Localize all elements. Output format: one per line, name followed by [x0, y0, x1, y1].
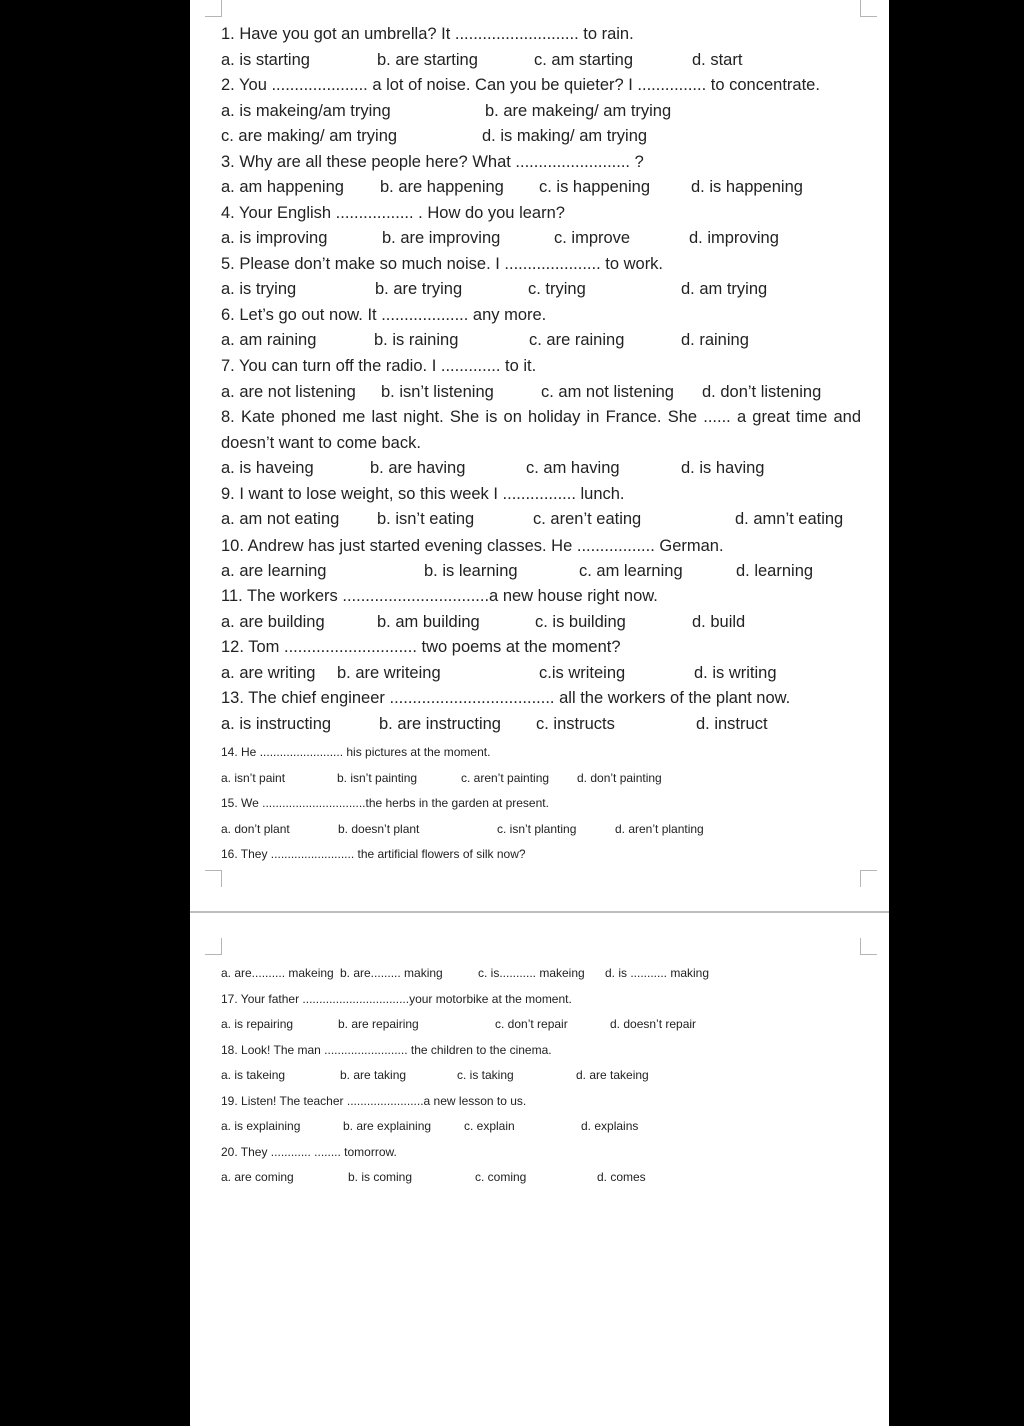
- option-d: d. build: [692, 613, 746, 631]
- option-b: b. is coming: [348, 1170, 413, 1184]
- option-a: a. are.......... makeing: [221, 966, 334, 980]
- question-1: 1. Have you got an umbrella? It ........................... to rain.: [221, 25, 634, 43]
- question-5: 5. Please don’t make so much noise. I ..................... to work.: [221, 255, 664, 273]
- option-d: d. doesn’t repair: [610, 1017, 697, 1031]
- option-c: c. am not listening: [541, 383, 674, 401]
- option-d: d. raining: [681, 331, 749, 349]
- option-d: d. amn’t eating: [735, 510, 844, 528]
- question-11: 11. The workers ................................a new house right now.: [221, 587, 658, 605]
- corner-mark: [860, 0, 877, 17]
- corner-mark: [205, 870, 222, 887]
- option-b: b. are instructing: [379, 715, 501, 733]
- option-b: b. isn’t painting: [337, 771, 418, 785]
- option-d: d. improving: [689, 229, 779, 247]
- corner-mark: [205, 0, 222, 17]
- option-c: c. are making/ am trying: [221, 127, 398, 145]
- option-a: a. are writing: [221, 664, 316, 682]
- option-d: d. is making/ am trying: [482, 127, 648, 145]
- question-2: 2. You ..................... a lot of noise. Can you be quieter? I ............... to concentrate.: [221, 76, 820, 94]
- option-b: b. are......... making: [340, 966, 443, 980]
- option-c: c. are raining: [529, 331, 625, 349]
- option-c: c. am having: [526, 459, 620, 477]
- option-c: c. instructs: [536, 715, 615, 733]
- option-c: c. don’t repair: [495, 1017, 568, 1031]
- option-b: b. are explaining: [343, 1119, 432, 1133]
- option-b: b. is raining: [374, 331, 459, 349]
- option-d: d. learning: [736, 562, 814, 580]
- question-18: 18. Look! The man ......................... the children to the cinema.: [221, 1043, 552, 1057]
- option-b: b. are trying: [375, 280, 463, 298]
- option-b: b. doesn’t plant: [338, 822, 420, 836]
- option-d: d. is writing: [694, 664, 777, 682]
- option-a: a. are not listening: [221, 383, 356, 401]
- option-d: d. is ........... making: [605, 966, 710, 980]
- option-c: c. trying: [528, 280, 586, 298]
- option-d: d. instruct: [696, 715, 768, 733]
- option-a: a. am raining: [221, 331, 317, 349]
- option-a: a. is takeing: [221, 1068, 286, 1082]
- question-10: 10. Andrew has just started evening classes. He ................. German.: [221, 537, 724, 555]
- option-b: b. are starting: [377, 51, 478, 69]
- question-19: 19. Listen! The teacher .......................a new lesson to us.: [221, 1094, 527, 1108]
- option-b: b. are writeing: [337, 664, 441, 682]
- option-a: a. isn’t paint: [221, 771, 286, 785]
- option-a: a. am not eating: [221, 510, 340, 528]
- option-a: a. is makeing/am trying: [221, 102, 391, 120]
- question-3: 3. Why are all these people here? What ......................... ?: [221, 153, 644, 171]
- question-20: 20. They ............ ........ tomorrow.: [221, 1145, 397, 1159]
- option-d: d. is having: [681, 459, 765, 477]
- option-c: c. is taking: [457, 1068, 514, 1082]
- option-a: a. is improving: [221, 229, 328, 247]
- option-c: c. coming: [475, 1170, 527, 1184]
- option-a: a. is explaining: [221, 1119, 301, 1133]
- question-9: 9. I want to lose weight, so this week I ................ lunch.: [221, 485, 625, 503]
- worksheet-page-2: [190, 913, 889, 1426]
- option-b: b. are repairing: [338, 1017, 419, 1031]
- question-16: 16. They ......................... the artificial flowers of silk now?: [221, 847, 526, 861]
- question-7: 7. You can turn off the radio. I ............. to it.: [221, 357, 537, 375]
- option-a: a. don’t plant: [221, 822, 290, 836]
- option-b: b. are having: [370, 459, 466, 477]
- question-13: 13. The chief engineer .................................... all the workers of the plant now.: [221, 689, 791, 707]
- option-a: a. is haveing: [221, 459, 314, 477]
- question-8-continued: doesn’t want to come back.: [221, 434, 421, 452]
- option-d: d. don’t listening: [702, 383, 822, 401]
- option-d: d. explains: [581, 1119, 639, 1133]
- question-12: 12. Tom ............................. two poems at the moment?: [221, 638, 621, 656]
- option-b: b. isn’t listening: [381, 383, 494, 401]
- worksheet-page-1: [190, 0, 889, 911]
- question-8: 8. Kate phoned me last night. She is on holiday in France. She ...... a great time and: [221, 408, 861, 426]
- question-4: 4. Your English ................. . How do you learn?: [221, 204, 565, 222]
- option-d: d. is happening: [691, 178, 803, 196]
- option-a: a. is repairing: [221, 1017, 294, 1031]
- option-c: c. is........... makeing: [478, 966, 585, 980]
- option-c: c. am learning: [579, 562, 683, 580]
- option-d: d. start: [692, 51, 743, 69]
- option-c: c. aren’t painting: [461, 771, 550, 785]
- corner-mark: [205, 938, 222, 955]
- corner-mark: [860, 938, 877, 955]
- option-a: a. is trying: [221, 280, 297, 298]
- option-d: d. aren’t planting: [615, 822, 704, 836]
- question-15: 15. We ...............................the herbs in the garden at present.: [221, 796, 549, 810]
- corner-mark: [860, 870, 877, 887]
- option-c: c. aren’t eating: [533, 510, 642, 528]
- option-b: b. isn’t eating: [377, 510, 475, 528]
- option-c: c. is happening: [539, 178, 650, 196]
- option-d: d. are takeing: [576, 1068, 649, 1082]
- option-c: c. isn’t planting: [497, 822, 577, 836]
- option-b: b. are taking: [340, 1068, 407, 1082]
- option-b: b. is learning: [424, 562, 518, 580]
- option-b: b. are improving: [382, 229, 501, 247]
- option-d: d. am trying: [681, 280, 768, 298]
- option-d: d. comes: [597, 1170, 646, 1184]
- option-c: c. explain: [464, 1119, 515, 1133]
- option-a: a. are building: [221, 613, 325, 631]
- option-c: c.is writeing: [539, 664, 626, 682]
- option-b: b. are happening: [380, 178, 504, 196]
- option-c: c. am starting: [534, 51, 634, 69]
- option-a: a. is instructing: [221, 715, 332, 733]
- option-a: a. are learning: [221, 562, 327, 580]
- option-c: c. improve: [554, 229, 631, 247]
- question-14: 14. He ......................... his pictures at the moment.: [221, 745, 491, 759]
- option-b: b. are makeing/ am trying: [485, 102, 672, 120]
- option-a: a. is starting: [221, 51, 310, 69]
- question-17: 17. Your father ................................your motorbike at the moment.: [221, 992, 572, 1006]
- question-6: 6. Let’s go out now. It ................... any more.: [221, 306, 547, 324]
- option-a: a. am happening: [221, 178, 344, 196]
- option-c: c. is building: [535, 613, 626, 631]
- option-b: b. am building: [377, 613, 480, 631]
- option-d: d. don’t painting: [577, 771, 662, 785]
- option-a: a. are coming: [221, 1170, 294, 1184]
